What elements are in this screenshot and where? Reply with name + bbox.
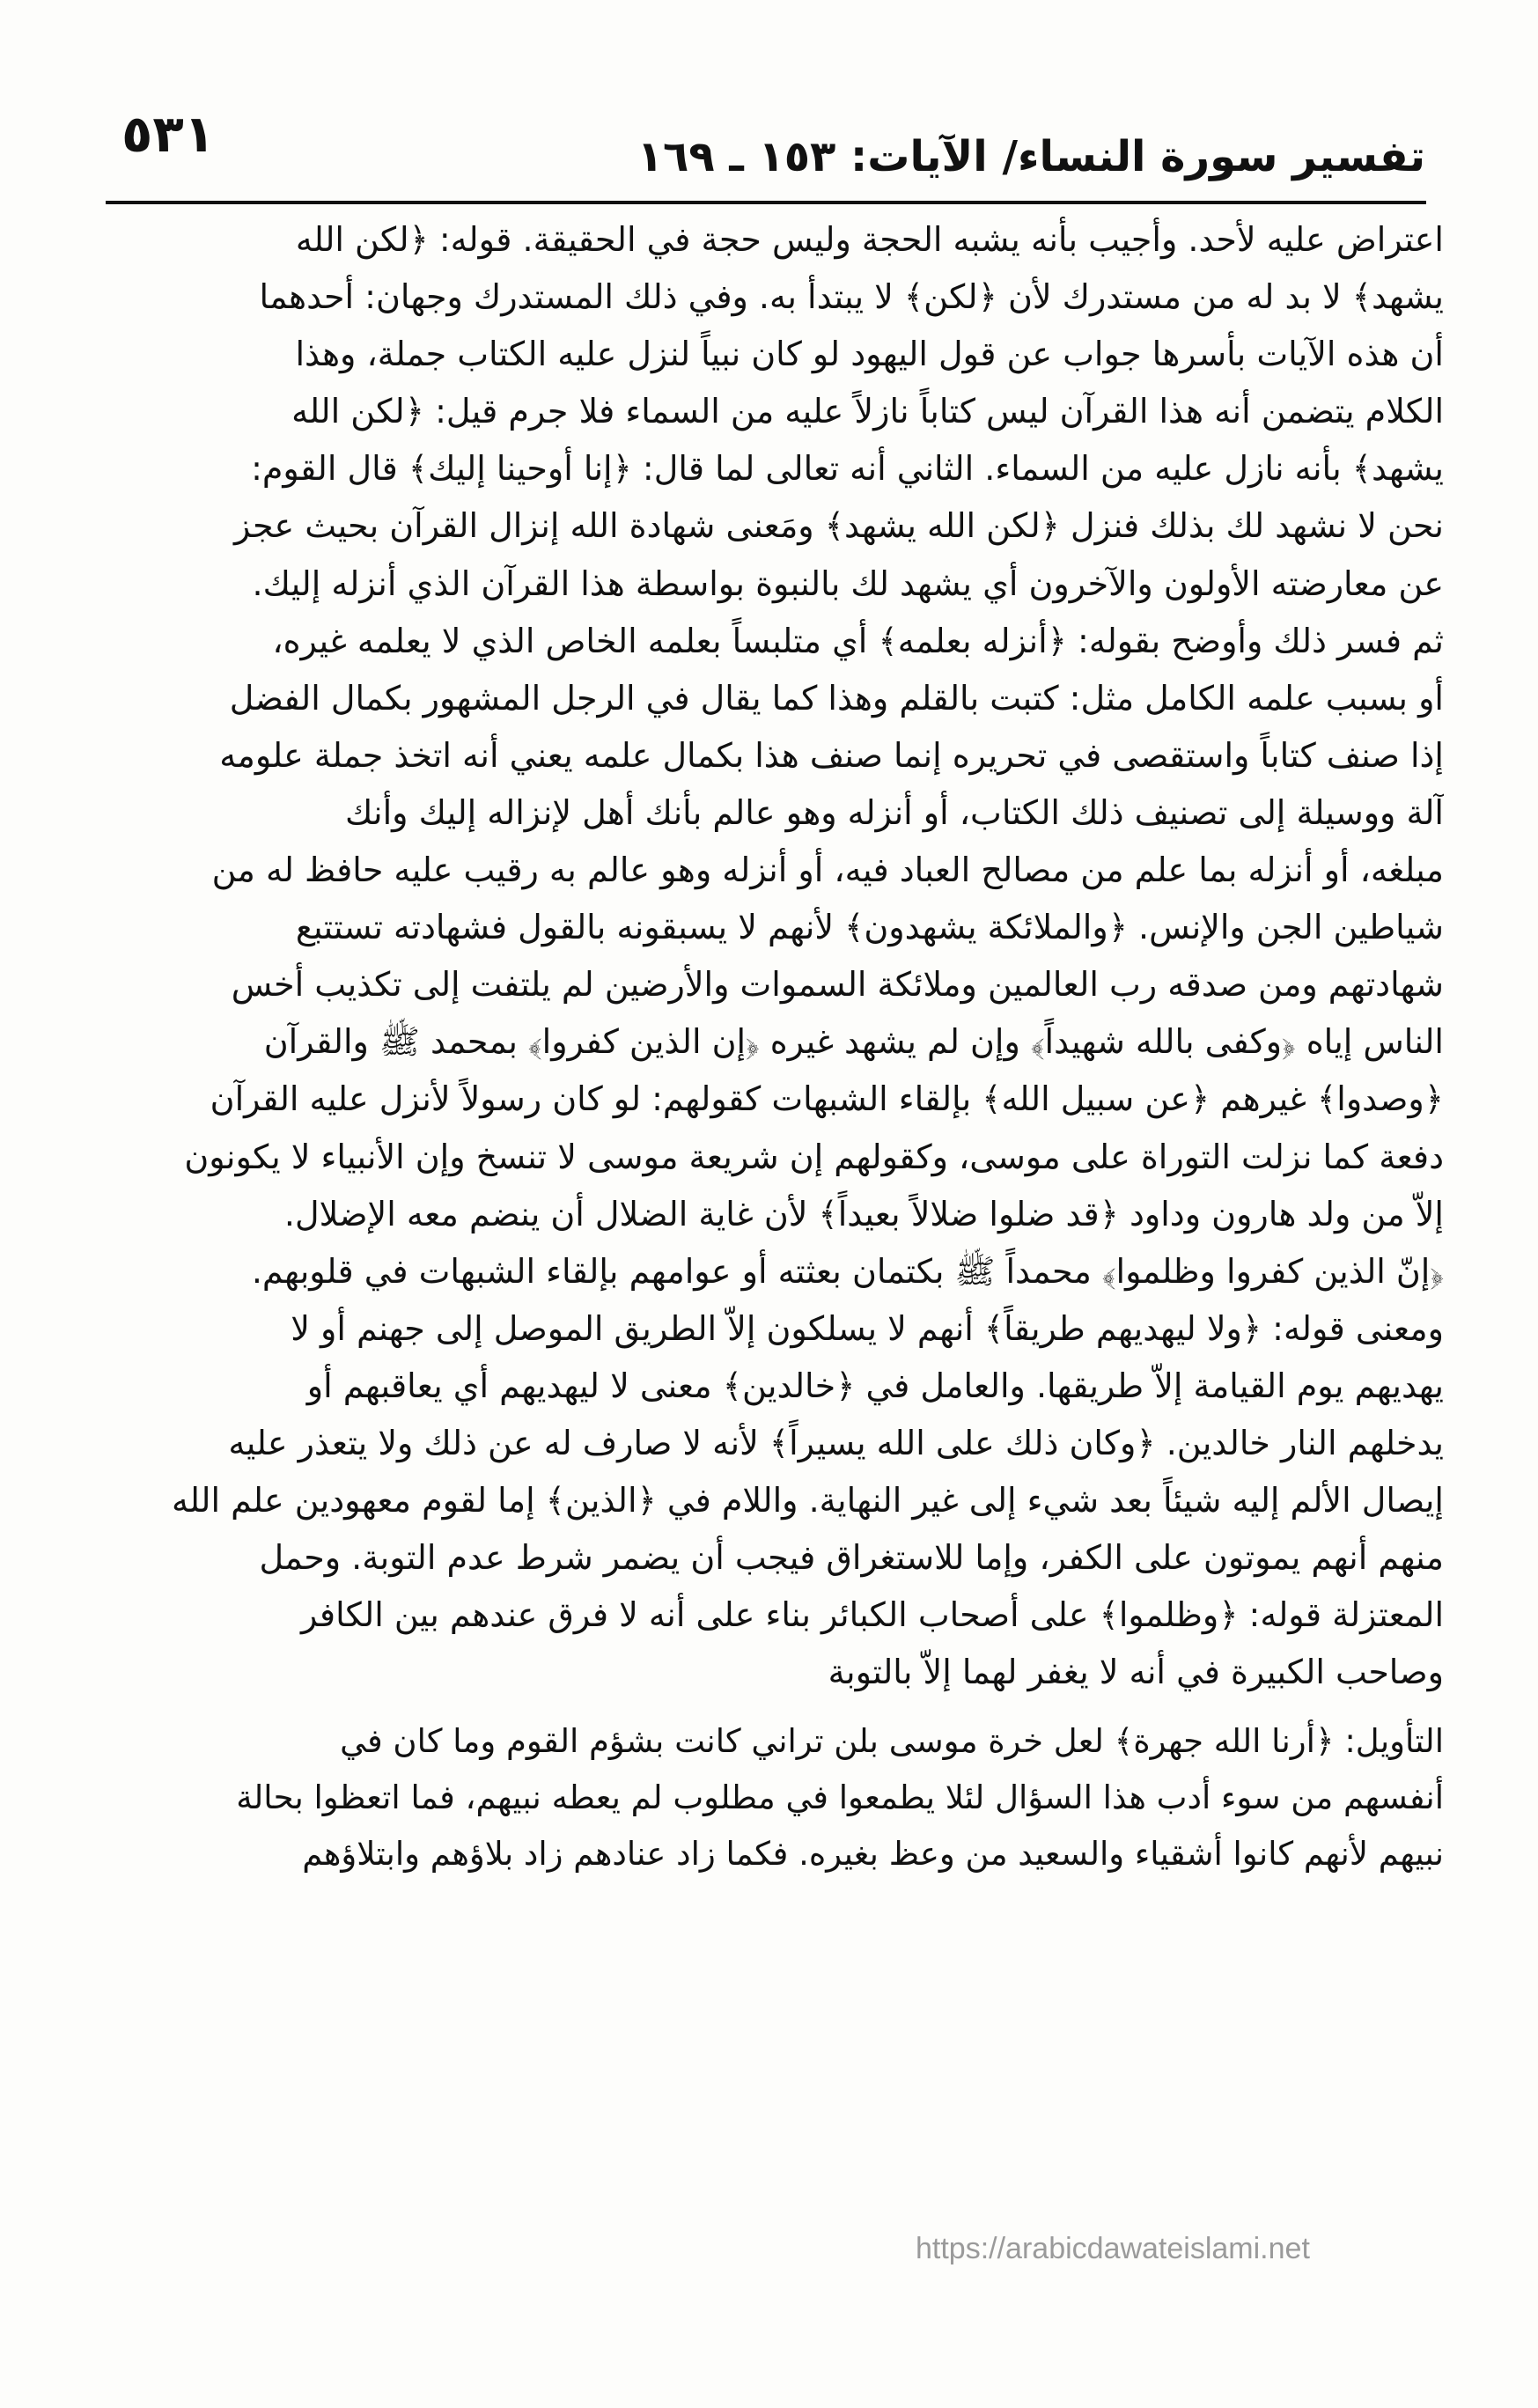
body-line: الناس إياه ﴿وكفى بالله شهيداً﴾ وإن لم يشهد غيره ﴿إن الذين كفروا﴾ بمحمد ﷺ والقرآن	[263, 1022, 1444, 1062]
body-line: يشهد﴾ لا بد له من مستدرك لأن ﴿لكن﴾ لا يبتدأ به. وفي ذلك المستدرك وجهان: أحدهما	[259, 277, 1444, 317]
body-line: مبلغه، أو أنزله بما علم من مصالح العباد فيه، أو أنزله وهو عالم به رقيب عليه حافظ له من	[211, 851, 1444, 890]
body-line: منهم أنهم يموتون على الكفر، وإما للاستغراق فيجب أن يضمر شرط عدم التوبة. وحمل	[259, 1538, 1444, 1578]
taweel-line: التأويل: ﴿أرنا الله جهرة﴾ لعل خرة موسى بلن تراني كانت بشؤم القوم وما كان في	[340, 1722, 1444, 1761]
body-line: اعتراض عليه لأحد. وأجيب بأنه يشبه الحجة وليس حجة في الحقيقة. قوله: ﴿لكن الله	[295, 220, 1444, 259]
body-line: إيصال الألم إليه شيئاً بعد شيء إلى غير النهاية. واللام في ﴿الذين﴾ إما لقوم معهودين علم الله	[171, 1481, 1444, 1521]
body-line: ﴿إنّ الذين كفروا وظلموا﴾ محمداً ﷺ بكتمان بعثته أو عوامهم بإلقاء الشبهات في قلوبهم.	[251, 1251, 1444, 1291]
body-line: أو بسبب علمه الكامل مثل: كتبت بالقلم وهذا كما يقال في الرجل المشهور بكمال الفضل	[229, 678, 1444, 718]
body-line: شياطين الجن والإنس. ﴿والملائكة يشهدون﴾ لأنهم لا يسبقونه بالقول فشهادته تستتبع	[295, 908, 1444, 947]
body-line: يدخلهم النار خالدين. ﴿وكان ذلك على الله يسيراً﴾ لأنه لا صارف له عن ذلك ولا يتعذر عليه	[228, 1423, 1444, 1462]
body-line: نحن لا نشهد لك بذلك فنزل ﴿لكن الله يشهد﴾ ومَعنى شهادة الله إنزال القرآن بحيث عجز	[234, 506, 1444, 546]
header-divider	[106, 201, 1426, 204]
body-line: يشهد﴾ بأنه نازل عليه من السماء. الثاني أنه تعالى لما قال: ﴿إنا أوحينا إليك﴾ قال القوم:	[251, 449, 1444, 489]
body-line: وصاحب الكبيرة في أنه لا يغفر لهما إلاّ بالتوبة	[828, 1653, 1444, 1692]
body-line: آلة ووسيلة إلى تصنيف ذلك الكتاب، أو أنزله وهو عالم بأنك أهل لإنزاله إليك وأنك	[344, 792, 1444, 832]
body-line: أن هذه الآيات بأسرها جواب عن قول اليهود لو كان نبياً لنزل عليه الكتاب جملة، وهذا	[295, 335, 1444, 374]
body-line: دفعة كما نزلت التوراة على موسى، وكقولهم إن شريعة موسى لا تنسخ وإن الأنبياء لا يكونون	[184, 1137, 1444, 1176]
taweel-line: نبيهم لأنهم كانوا أشقياء والسعيد من وعظ بغيره. فكما زاد عنادهم زاد بلاؤهم وابتلاؤهم	[302, 1835, 1444, 1874]
running-title: تفسير سورة النساء/ الآيات: ١٥٣ ـ ١٦٩	[637, 132, 1425, 181]
body-line: عن معارضته الأولون والآخرون أي يشهد لك بالنبوة بواسطة هذا القرآن الذي أنزله إليك.	[252, 563, 1444, 603]
body-line: إلاّ من ولد هارون وداود ﴿قد ضلوا ضلالاً بعيداً﴾ لأن غاية الضلال أن ينضم معه الإضلال.	[283, 1194, 1444, 1233]
body-line: ﴿وصدوا﴾ غيرهم ﴿عن سبيل الله﴾ بإلقاء الشبهات كقولهم: لو كان رسولاً لأنزل عليه القرآن	[210, 1079, 1444, 1119]
body-line: الكلام يتضمن أنه هذا القرآن ليس كتاباً نازلاً عليه من السماء فلا جرم قيل: ﴿لكن الله	[291, 392, 1444, 431]
body-line: إذا صنف كتاباً واستقصى في تحريره إنما صنف هذا بكمال علمه يعني أنه اتخذ جملة علومه	[219, 735, 1444, 775]
body-line: المعتزلة قوله: ﴿وظلموا﴾ على أصحاب الكبائر بناء على أنه لا فرق عندهم بين الكافر	[300, 1595, 1444, 1635]
watermark-url: https://arabicdawateislami.net	[916, 2232, 1310, 2265]
taweel-line: أنفسهم من سوء أدب هذا السؤال لئلا يطمعوا في مطلوب لم يعطه نبيهم، فما اتعظوا بحالة	[236, 1778, 1444, 1817]
body-line: يهديهم يوم القيامة إلاّ طريقها. والعامل في ﴿خالدين﴾ معنى لا ليهديهم أي يعاقبهم أو	[306, 1366, 1444, 1405]
section-gap	[97, 1701, 1444, 1713]
body-line: ومعنى قوله: ﴿ولا ليهديهم طريقاً﴾ أنهم لا يسلكون إلاّ الطريق الموصل إلى جهنم أو لا	[291, 1308, 1444, 1348]
body-line: ثم فسر ذلك وأوضح بقوله: ﴿أنزله بعلمه﴾ أي متلبساً بعلمه الخاص الذي لا يعلمه غيره،	[272, 621, 1444, 660]
body-line: شهادتهم ومن صدقه رب العالمين وملائكة السموات والأرضين لم يلتفت إلى تكذيب أخس	[231, 965, 1444, 1005]
commentary-body	[97, 211, 1444, 1882]
page-number: ٥٣١	[121, 104, 216, 164]
